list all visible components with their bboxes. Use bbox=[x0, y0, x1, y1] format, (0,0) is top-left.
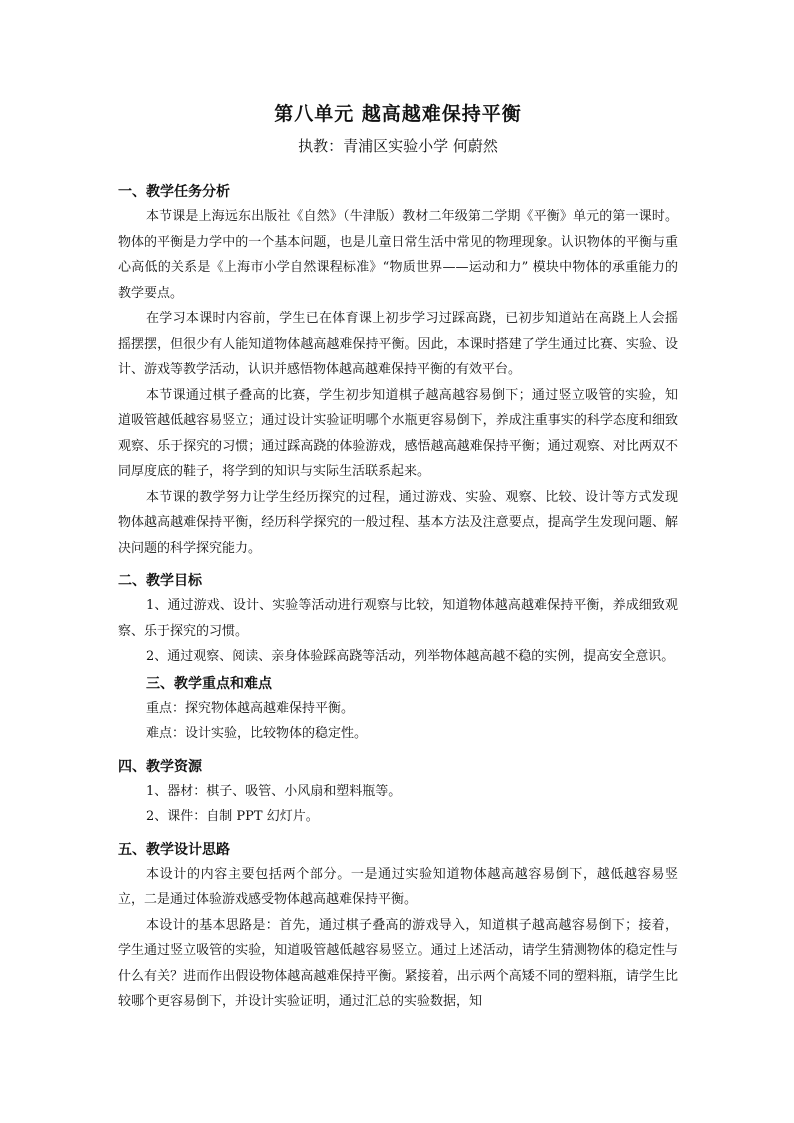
section-heading-design: 五、教学设计思路 bbox=[118, 841, 230, 858]
paragraph: 本节课是上海远东出版社《自然》（牛津版）教材二年级第二学期《平衡》单元的第一课时。物体的平衡是力学中的一个基本问题，也是儿童日常生活中常见的物理现象。认识物体的平衡与重心高低的关系是《上海市小学自然课程标准》“物质世界——运动和力” 模块中物体的承重能力的教学要点。 bbox=[118, 209, 678, 301]
author-line: 执教：青浦区实验小学 何蔚然 bbox=[298, 137, 498, 155]
section-heading-resources: 四、教学资源 bbox=[118, 758, 202, 775]
paragraph: 本节课的教学努力让学生经历探究的过程，通过游戏、实验、观察、比较、设计等方式发现物体越高越难保持平衡，经历科学探究的一般过程、基本方法及注意要点，提高学生发现问题、解决问题的科学探究能力。 bbox=[118, 489, 678, 556]
section-heading-task-analysis: 一、教学任务分析 bbox=[118, 184, 230, 200]
section-heading-key-points: 三、教学重点和难点 bbox=[146, 675, 272, 692]
document-title: 第八单元 越高越难保持平衡 bbox=[274, 103, 522, 125]
section-heading-goals: 二、教学目标 bbox=[118, 573, 202, 589]
key-point-item: 重点：探究物体越高越难保持平衡。 bbox=[146, 700, 355, 716]
key-point-item: 难点：设计实验，比较物体的稳定性。 bbox=[146, 726, 368, 741]
paragraph: 本节课通过棋子叠高的比赛，学生初步知道棋子越高越容易倒下；通过竖立吸管的实验，知道吸管越低越容易竖立；通过设计实验证明哪个水瓶更容易倒下，养成注重事实的科学态度和细致观察、乐于探究的习惯；通过踩高跷的体验游戏，感悟越高越难保持平衡；通过观察、对比两双不同厚度底的鞋子，将学到的知识与实际生活联系起来。 bbox=[118, 387, 678, 479]
document-page bbox=[118, 100, 678, 1015]
goal-item: 2、通过观察、阅读、亲身体验踩高跷等活动，列举物体越高越不稳的实例，提高安全意识。 bbox=[146, 649, 675, 664]
paragraph: 在学习本课时内容前，学生已在体育课上初步学习过踩高跷，已初步知道站在高跷上人会摇摇摆摆，但很少有人能知道物体越高越难保持平衡。因此，本课时搭建了学生通过比赛、实验、设计、游戏等教学活动，认识并感悟物体越高越难保持平衡的有效平台。 bbox=[118, 311, 678, 377]
goal-item: 1、通过游戏、设计、实验等活动进行观察与比较，知道物体越高越难保持平衡，养成细致观察、乐于探究的习惯。 bbox=[118, 598, 678, 639]
paragraph: 本设计的基本思路是：首先，通过棋子叠高的游戏导入，知道棋子越高越容易倒下；接着，学生通过竖立吸管的实验，知道吸管越低越容易竖立。通过上述活动，请学生猜测物体的稳定性与什么有关？进而作出假设物体越高越难保持平衡。紧接着，出示两个高矮不同的塑料瓶，请学生比较哪个更容易倒下，并设计实验证明，通过汇总的实验数据，知 bbox=[118, 917, 678, 1009]
resource-item: 2、课件：自制 PPT 幻灯片。 bbox=[146, 809, 319, 824]
paragraph: 本设计的内容主要包括两个部分。一是通过实验知道物体越高越容易倒下，越低越容易竖立，二是通过体验游戏感受物体越高越难保持平衡。 bbox=[118, 866, 678, 907]
resource-item: 1、器材：棋子、吸管、小风扇和塑料瓶等。 bbox=[146, 783, 402, 799]
